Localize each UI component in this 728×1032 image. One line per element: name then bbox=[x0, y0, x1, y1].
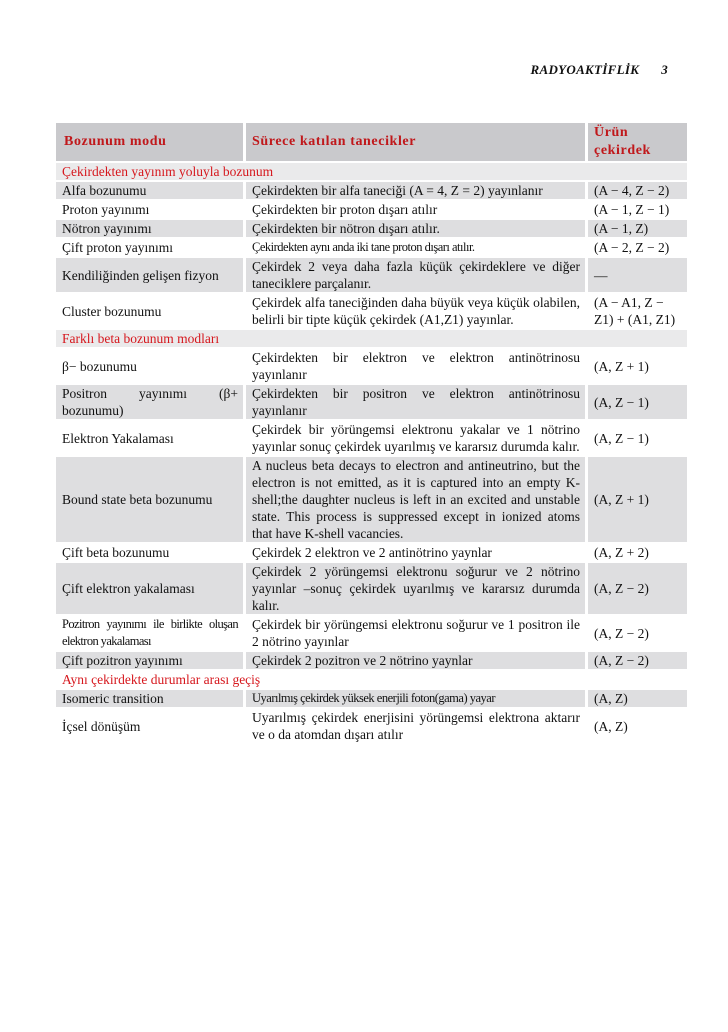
product-cell: (A, Z) bbox=[585, 690, 687, 707]
mode-cell: İçsel dönüşüm bbox=[62, 718, 141, 734]
product-cell: (A, Z + 1) bbox=[585, 457, 687, 542]
table-row bbox=[56, 258, 687, 292]
particles-cell: Çekirdek 2 pozitron ve 2 nötrino yaynlar bbox=[243, 652, 585, 669]
table-row bbox=[56, 220, 687, 237]
product-cell: (A − 1, Z) bbox=[585, 220, 687, 237]
mode-cell: Isomeric transition bbox=[56, 690, 243, 707]
particles-cell: Çekirdekten bir elektron ve elektron antinötrinosu yayınlanır bbox=[243, 349, 585, 383]
product-cell: — bbox=[585, 258, 687, 292]
page-number: 3 bbox=[661, 62, 668, 77]
section-row bbox=[56, 330, 687, 347]
particles-cell: Çekirdek bir yörüngemsi elektronu soğurur ve 1 positron ile 2 nötrino yayınlar bbox=[243, 616, 585, 650]
mode-cell: Cluster bozunumu bbox=[62, 303, 162, 319]
section-title: Aynı çekirdekte durumlar arası geçiş bbox=[62, 672, 261, 687]
mode-cell: Çift elektron yakalaması bbox=[56, 563, 243, 614]
product-cell: (A, Z + 2) bbox=[585, 544, 687, 561]
mode-cell: Pozitron yayınımı ile birlikte oluşan elektron yakalaması bbox=[62, 617, 238, 648]
section-title: Çekirdekten yayınım yoluyla bozunum bbox=[56, 163, 687, 180]
particles-cell: Çekirdek alfa taneciğinden daha büyük veya küçük olabilen, belirli bir tipte küçük çekirdek (A1,Z1) yayınlar. bbox=[243, 294, 585, 328]
table-row bbox=[56, 239, 687, 256]
product-cell: (A, Z) bbox=[585, 709, 687, 743]
mode-cell: β− bozunumu bbox=[62, 358, 137, 374]
mode-cell: Çift beta bozunumu bbox=[62, 545, 170, 560]
mode-cell: Çift pozitron yayınımı bbox=[56, 652, 243, 669]
table-row bbox=[56, 182, 687, 199]
product-cell: (A, Z + 1) bbox=[585, 349, 687, 383]
particles-cell: Uyarılmış çekirdek yüksek enerjili foton(gama) yayar bbox=[243, 690, 585, 707]
table-row bbox=[56, 349, 687, 383]
particles-cell: Çekirdek 2 yörüngemsi elektronu soğurur ve 2 nötrino yayınlar –sonuç çekirdek uyarılmış ve kararsız durumda kalır. bbox=[243, 563, 585, 614]
column-header-product: Ürün çekirdek bbox=[585, 123, 687, 161]
decay-modes-table bbox=[56, 121, 687, 745]
product-cell: (A, Z − 1) bbox=[585, 421, 687, 455]
table-row bbox=[56, 563, 687, 614]
column-header-mode: Bozunum modu bbox=[56, 123, 243, 161]
table-row bbox=[56, 616, 687, 650]
product-cell: (A, Z − 2) bbox=[585, 652, 687, 669]
mode-cell: Nötron yayınımı bbox=[56, 220, 243, 237]
column-header-particles: Sürece katılan tanecikler bbox=[243, 123, 585, 161]
product-cell: (A, Z − 1) bbox=[585, 385, 687, 419]
particles-cell: Çekirdekten aynı anda iki tane proton dışarı atılır. bbox=[243, 239, 585, 256]
mode-cell: Elektron Yakalaması bbox=[62, 430, 174, 446]
mode-cell: Positron yayınımı (β+ bozunumu) bbox=[56, 385, 243, 419]
product-cell: (A − 4, Z − 2) bbox=[585, 182, 687, 199]
product-cell: (A − 1, Z − 1) bbox=[585, 201, 687, 218]
section-title: Farklı beta bozunum modları bbox=[56, 330, 687, 347]
table-row bbox=[56, 421, 687, 455]
product-cell: (A − 2, Z − 2) bbox=[585, 239, 687, 256]
particles-cell: A nucleus beta decays to electron and antineutrino, but the electron is not emitted, as it is captured into an empty K-shell;the daughter nucleus is left in an excited and unstable state. This process is suppressed except in ionized atoms that have K-shell vacancies. bbox=[243, 457, 585, 542]
table-row bbox=[56, 652, 687, 669]
table-row bbox=[56, 201, 687, 218]
table-row bbox=[56, 457, 687, 542]
particles-cell: Çekirdekten bir nötron dışarı atılır. bbox=[243, 220, 585, 237]
table-row bbox=[56, 544, 687, 561]
mode-cell: Alfa bozunumu bbox=[56, 182, 243, 199]
section-row bbox=[56, 671, 687, 688]
running-header-title: RADYOAKTİFLİK bbox=[530, 62, 640, 77]
table-row bbox=[56, 294, 687, 328]
particles-cell: Çekirdekten bir proton dışarı atılır bbox=[243, 201, 585, 218]
particles-cell: Çekirdek bir yörüngemsi elektronu yakalar ve 1 nötrino yayınlar sonuç çekirdek uyarılmış ve kararsız durumda kalır. bbox=[243, 421, 585, 455]
particles-cell: Çekirdekten bir alfa taneciği (A = 4, Z = 2) yayınlanır bbox=[243, 182, 585, 199]
table-row bbox=[56, 690, 687, 707]
mode-cell: Bound state beta bozunumu bbox=[56, 457, 243, 542]
table-header-row bbox=[56, 123, 687, 161]
particles-cell: Çekirdek 2 elektron ve 2 antinötrino yaynlar bbox=[243, 544, 585, 561]
product-cell: (A, Z − 2) bbox=[585, 563, 687, 614]
particles-cell: Uyarılmış çekirdek enerjisini yörüngemsi elektrona aktarır ve o da atomdan dışarı atılır bbox=[243, 709, 585, 743]
running-header bbox=[531, 62, 668, 78]
product-cell: (A, Z − 2) bbox=[585, 616, 687, 650]
mode-cell: Kendiliğinden gelişen fizyon bbox=[56, 258, 243, 292]
mode-cell: Çift proton yayınımı bbox=[62, 240, 173, 255]
table-row bbox=[56, 709, 687, 743]
table-row bbox=[56, 385, 687, 419]
section-row bbox=[56, 163, 687, 180]
product-cell: (A − A1, Z − Z1) + (A1, Z1) bbox=[585, 294, 687, 328]
mode-cell: Proton yayınımı bbox=[62, 202, 150, 217]
particles-cell: Çekirdekten bir positron ve elektron antinötrinosu yayınlanır bbox=[243, 385, 585, 419]
particles-cell: Çekirdek 2 veya daha fazla küçük çekirdeklere ve diğer taneciklere parçalanır. bbox=[243, 258, 585, 292]
